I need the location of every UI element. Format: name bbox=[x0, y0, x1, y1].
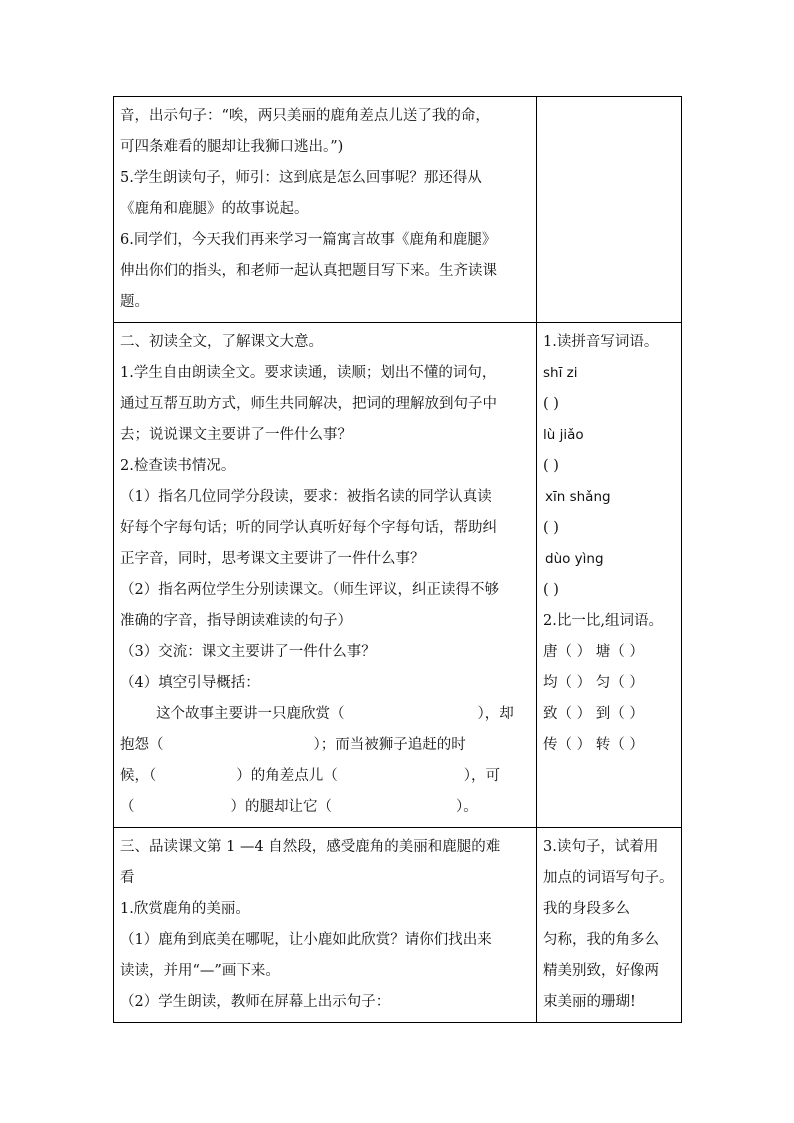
table-row bbox=[114, 97, 682, 323]
text-line: 好每个字每句话；听的同学认真听好每个字每句话，帮助纠 bbox=[120, 520, 497, 536]
text-line: （2）学生朗读，教师在屏幕上出示句子： bbox=[120, 994, 391, 1010]
fill-blank-line: （ ）的腿却让它（ ）。 bbox=[120, 799, 478, 815]
text-line: 通过互帮互助方式，师生共同解决，把词的理解放到句子中 bbox=[120, 396, 497, 412]
pinyin-text: shī zi bbox=[543, 365, 578, 381]
answer-blank: ( ) bbox=[543, 458, 559, 474]
text-line: 束美丽的珊瑚! bbox=[543, 994, 636, 1010]
text-line: 读读，并用“—”画下来。 bbox=[120, 963, 280, 979]
text-line: 音，出示句子：“唉，两只美丽的鹿角差点儿送了我的命， bbox=[120, 108, 490, 124]
text-line: 匀称，我的角多么 bbox=[543, 932, 659, 948]
text-line: 准确的字音，指导朗读难读的句子） bbox=[120, 613, 352, 629]
text-line: 精美别致，好像两 bbox=[543, 963, 659, 979]
exercise-heading: 加点的词语写句子。 bbox=[543, 870, 674, 886]
text-line: 可四条难看的腿却让我狮口逃出。”) bbox=[120, 139, 344, 155]
text-line: 1.欣赏鹿角的美丽。 bbox=[120, 901, 250, 917]
exercise-heading: 1.读拼音写词语。 bbox=[543, 334, 659, 350]
main-cell bbox=[114, 828, 537, 1023]
main-cell bbox=[114, 97, 537, 323]
text-line: 《鹿角和鹿腿》的故事说起。 bbox=[120, 201, 309, 217]
text-line: 1.学生自由朗读全文。要求读通，读顺；划出不懂的词句， bbox=[120, 365, 497, 381]
section-heading: 看 bbox=[120, 870, 135, 886]
answer-blank: ( ) bbox=[543, 582, 559, 598]
text-line: （2）指名两位学生分别读课文。（师生评议，纠正读得不够 bbox=[120, 582, 499, 598]
side-cell bbox=[537, 323, 682, 828]
text-line: 6.同学们，今天我们再来学习一篇寓言故事《鹿角和鹿腿》 bbox=[120, 232, 497, 248]
char-pair: 唐（ ） 塘（ ） bbox=[543, 644, 644, 660]
exercise-heading: 2.比一比,组词语。 bbox=[543, 613, 663, 629]
table-row bbox=[114, 828, 682, 1023]
text-line: 2.检查读书情况。 bbox=[120, 458, 236, 474]
pinyin-text: lù jiǎo bbox=[543, 427, 584, 443]
char-pair: 传（ ） 转（ ） bbox=[543, 737, 644, 753]
text-line: 去；说说课文主要讲了一件什么事？ bbox=[120, 427, 352, 443]
pinyin-text: dùo yìng bbox=[545, 551, 604, 567]
fill-blank-line: 这个故事主要讲一只鹿欣赏（ ），却 bbox=[156, 706, 514, 722]
section-heading: 二、初读全文，了解课文大意。 bbox=[120, 334, 323, 350]
char-pair: 致（ ） 到（ ） bbox=[543, 706, 644, 722]
exercise-heading: 3.读句子，试着用 bbox=[543, 839, 659, 855]
section-heading: 三、品读课文第 1 —4 自然段，感受鹿角的美丽和鹿腿的难 bbox=[120, 839, 501, 855]
lesson-plan-table bbox=[113, 96, 682, 1023]
text-line: （3）交流：课文主要讲了一件什么事？ bbox=[120, 644, 376, 660]
table-row bbox=[114, 323, 682, 828]
text-line: （1）指名几位同学分段读，要求：被指名读的同学认真读 bbox=[120, 489, 492, 505]
text-line: 我的身段多么 bbox=[543, 901, 630, 917]
text-line: 伸出你们的指头，和老师一起认真把题目写下来。生齐读课 bbox=[120, 263, 497, 279]
text-line: 正字音，同时，思考课文主要讲了一件什么事？ bbox=[120, 551, 425, 567]
text-line: （4）填空引导概括： bbox=[120, 675, 260, 691]
fill-blank-line: 候，（ ）的角差点儿（ ），可 bbox=[120, 768, 500, 784]
text-line: 题。 bbox=[120, 294, 149, 310]
fill-blank-line: 抱怨（ ）；而当被狮子追赶的时 bbox=[120, 737, 466, 753]
main-cell bbox=[114, 323, 537, 828]
text-line: 5.学生朗读句子，师引：这到底是怎么回事呢？那还得从 bbox=[120, 170, 482, 186]
pinyin-text: xīn shǎng bbox=[545, 489, 611, 505]
char-pair: 均（ ） 匀（ ） bbox=[543, 675, 644, 691]
side-cell bbox=[537, 828, 682, 1023]
side-cell bbox=[537, 97, 682, 323]
text-line: （1）鹿角到底美在哪呢，让小鹿如此欣赏？请你们找出来 bbox=[120, 932, 492, 948]
answer-blank: ( ) bbox=[543, 520, 559, 536]
answer-blank: ( ) bbox=[543, 396, 559, 412]
